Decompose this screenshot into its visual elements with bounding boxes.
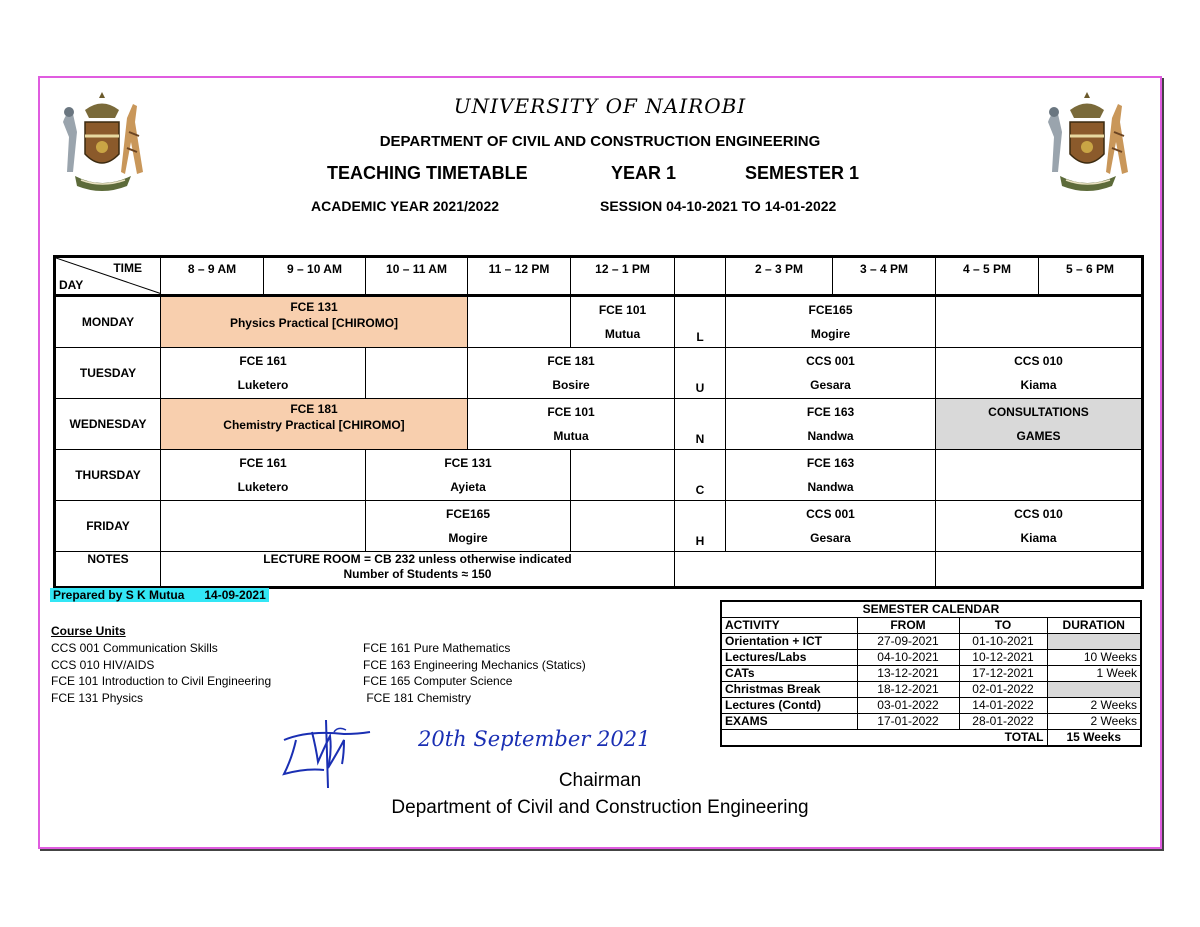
calendar-header: ACTIVITY [721,618,857,634]
course-code: FCE 181 [290,402,338,416]
class-cell [468,399,675,450]
activity-cell: CATs [721,666,857,682]
from-cell: 17-01-2022 [857,714,959,730]
from-cell: 03-01-2022 [857,698,959,714]
from-cell: 13-12-2021 [857,666,959,682]
course-code: CCS 010 [1014,354,1063,368]
class-cell [161,348,366,399]
class-cell [366,501,571,552]
course-title: Chemistry Practical [CHIROMO] [223,418,405,432]
class-cell [726,501,936,552]
lecture-room-note: LECTURE ROOM = CB 232 unless otherwise indicated [263,552,572,566]
class-cell [366,450,571,501]
day-tuesday: TUESDAY [55,348,161,399]
activity-cell: Christmas Break [721,682,857,698]
lunch-letter: N [675,399,726,450]
notes-row [55,552,1143,588]
course-units-right [363,640,586,706]
from-cell: 18-12-2021 [857,682,959,698]
table-row [721,682,1141,698]
course-code: CCS 001 [806,507,855,521]
lecturer-name: Gesara [810,378,851,392]
empty-cell [936,450,1143,501]
total-row [721,730,1141,747]
class-cell [161,399,468,450]
activity-cell: EXAMS [721,714,857,730]
empty-cell [936,296,1143,348]
course-code: FCE 131 [444,456,492,470]
to-cell: 01-10-2021 [959,634,1047,650]
to-cell: 17-12-2021 [959,666,1047,682]
empty-cell [366,348,468,399]
calendar-title: SEMESTER CALENDAR [721,601,1141,618]
from-cell: 27-09-2021 [857,634,959,650]
course-unit: FCE 181 Chemistry [363,690,472,705]
course-code: FCE 163 [806,405,855,419]
lecturer-name: Bosire [552,378,590,392]
duration-cell: 2 Weeks [1047,698,1141,714]
slot-header: 10 – 11 AM [366,257,468,296]
total-label: TOTAL [721,730,1047,747]
time-header-row [55,257,1143,296]
day-friday: FRIDAY [55,501,161,552]
lecturer-name: Ayieta [450,480,486,494]
prepared-by: Prepared by S K Mutua 14-09-2021 [50,588,269,602]
from-cell: 04-10-2021 [857,650,959,666]
signature-date: 20th September 2021 [418,727,651,751]
lecturer-name: Mogire [810,327,851,341]
timetable-grid [53,255,1144,589]
lecturer-name: Mutua [553,429,589,443]
course-code: FCE 161 [239,354,287,368]
table-row [721,666,1141,682]
duration-cell [1047,682,1141,698]
chairman-department: Department of Civil and Construction Engineering [391,797,809,818]
class-cell [726,348,936,399]
slot-header: 2 – 3 PM [726,257,833,296]
lunch-letter: U [675,348,726,399]
calendar-header: FROM [857,618,959,634]
lecturer-name: Luketero [237,378,289,392]
notes-label: NOTES [55,552,161,588]
lecturer-name: Luketero [237,480,289,494]
lunch-letter: C [675,450,726,501]
slot-header: 5 – 6 PM [1039,257,1143,296]
table-row [721,634,1141,650]
course-unit: FCE 165 Computer Science [363,674,513,688]
lecturer-name: Mogire [448,531,488,545]
course-code: FCE 161 [239,456,287,470]
course-unit: FCE 163 Engineering Mechanics (Statics) [363,657,586,672]
table-row [55,501,1143,552]
chairman-title: Chairman [558,770,642,791]
lecturer-name: Mutua [604,327,641,341]
lecturer-name: Nandwa [807,480,854,494]
notes-cell [161,552,675,588]
semester-label: SEMESTER 1 [745,163,860,183]
course-title: Physics Practical [CHIROMO] [229,316,399,330]
department-heading: DEPARTMENT OF CIVIL AND CONSTRUCTION ENGINEERING [379,133,821,150]
activity-cell: Lectures (Contd) [721,698,857,714]
class-cell [726,450,936,501]
empty-cell [161,501,366,552]
time-label: TIME [113,261,142,275]
table-row [721,714,1141,730]
table-row [55,348,1143,399]
course-code: FCE 101 [547,405,595,419]
class-cell [571,296,675,348]
course-code: FCE165 [445,507,491,521]
course-unit: FCE 161 Pure Mathematics [363,641,511,655]
slot-header: 3 – 4 PM [833,257,936,296]
slot-header: 9 – 10 AM [264,257,366,296]
duration-cell: 1 Week [1047,666,1141,682]
course-units-title: Course Units [51,624,126,638]
empty-cell [936,552,1143,588]
slot-header: 8 – 9 AM [161,257,264,296]
course-unit: FCE 101 Introduction to Civil Engineering [51,674,272,688]
empty-cell [675,552,936,588]
lunch-letter: H [675,501,726,552]
consultations-cell [936,399,1143,450]
activity-cell: Lectures/Labs [721,650,857,666]
table-row [721,698,1141,714]
table-row [55,296,1143,348]
slot-header: 12 – 1 PM [571,257,675,296]
year-label: YEAR 1 [611,163,677,183]
course-unit: CCS 010 HIV/AIDS [51,657,155,672]
course-code: FCE 181 [547,354,595,368]
course-code: FCE 163 [806,456,855,470]
to-cell: 28-01-2022 [959,714,1047,730]
calendar-header: TO [959,618,1047,634]
empty-cell [468,296,571,348]
class-cell [726,296,936,348]
day-thursday: THURSDAY [55,450,161,501]
course-unit: FCE 131 Physics [51,690,144,705]
to-cell: 14-01-2022 [959,698,1047,714]
slot-header: 4 – 5 PM [936,257,1039,296]
course-unit: CCS 001 Communication Skills [51,641,218,655]
to-cell: 10-12-2021 [959,650,1047,666]
duration-cell [1047,634,1141,650]
timetable-title: TEACHING TIMETABLE [327,163,528,183]
lunch-letter: L [675,296,726,348]
games-label: GAMES [1016,429,1061,443]
university-name: UNIVERSITY OF NAIROBI [453,94,747,118]
class-cell [936,348,1143,399]
student-count-note: Number of Students ≈ 150 [343,567,492,581]
total-value: 15 Weeks [1047,730,1141,747]
lecturer-name: Kiama [1020,378,1057,392]
course-code: FCE165 [808,303,853,317]
course-code: FCE 101 [598,303,647,317]
empty-cell [571,501,675,552]
course-units-left [51,640,271,706]
class-cell [161,296,468,348]
table-row [55,399,1143,450]
class-cell [161,450,366,501]
course-code: CCS 010 [1014,507,1063,521]
semester-calendar [720,600,1142,747]
slot-header [675,257,726,296]
class-cell [936,501,1143,552]
consultations-label: CONSULTATIONS [988,405,1089,419]
course-code: CCS 001 [806,354,855,368]
slot-header: 11 – 12 PM [468,257,571,296]
class-cell [468,348,675,399]
table-row [721,650,1141,666]
academic-year: ACADEMIC YEAR 2021/2022 [311,198,500,214]
day-label: DAY [59,278,84,292]
day-monday: MONDAY [55,296,161,348]
empty-cell [571,450,675,501]
corner-cell [55,257,161,296]
lecturer-name: Kiama [1020,531,1057,545]
day-wednesday: WEDNESDAY [55,399,161,450]
duration-cell: 2 Weeks [1047,714,1141,730]
activity-cell: Orientation + ICT [721,634,857,650]
lecturer-name: Gesara [810,531,851,545]
to-cell: 02-01-2022 [959,682,1047,698]
duration-cell: 10 Weeks [1047,650,1141,666]
class-cell [726,399,936,450]
course-code: FCE 131 [290,300,338,314]
table-row [55,450,1143,501]
lecturer-name: Nandwa [807,429,854,443]
calendar-header: DURATION [1047,618,1141,634]
session-dates: SESSION 04-10-2021 TO 14-01-2022 [600,198,837,214]
